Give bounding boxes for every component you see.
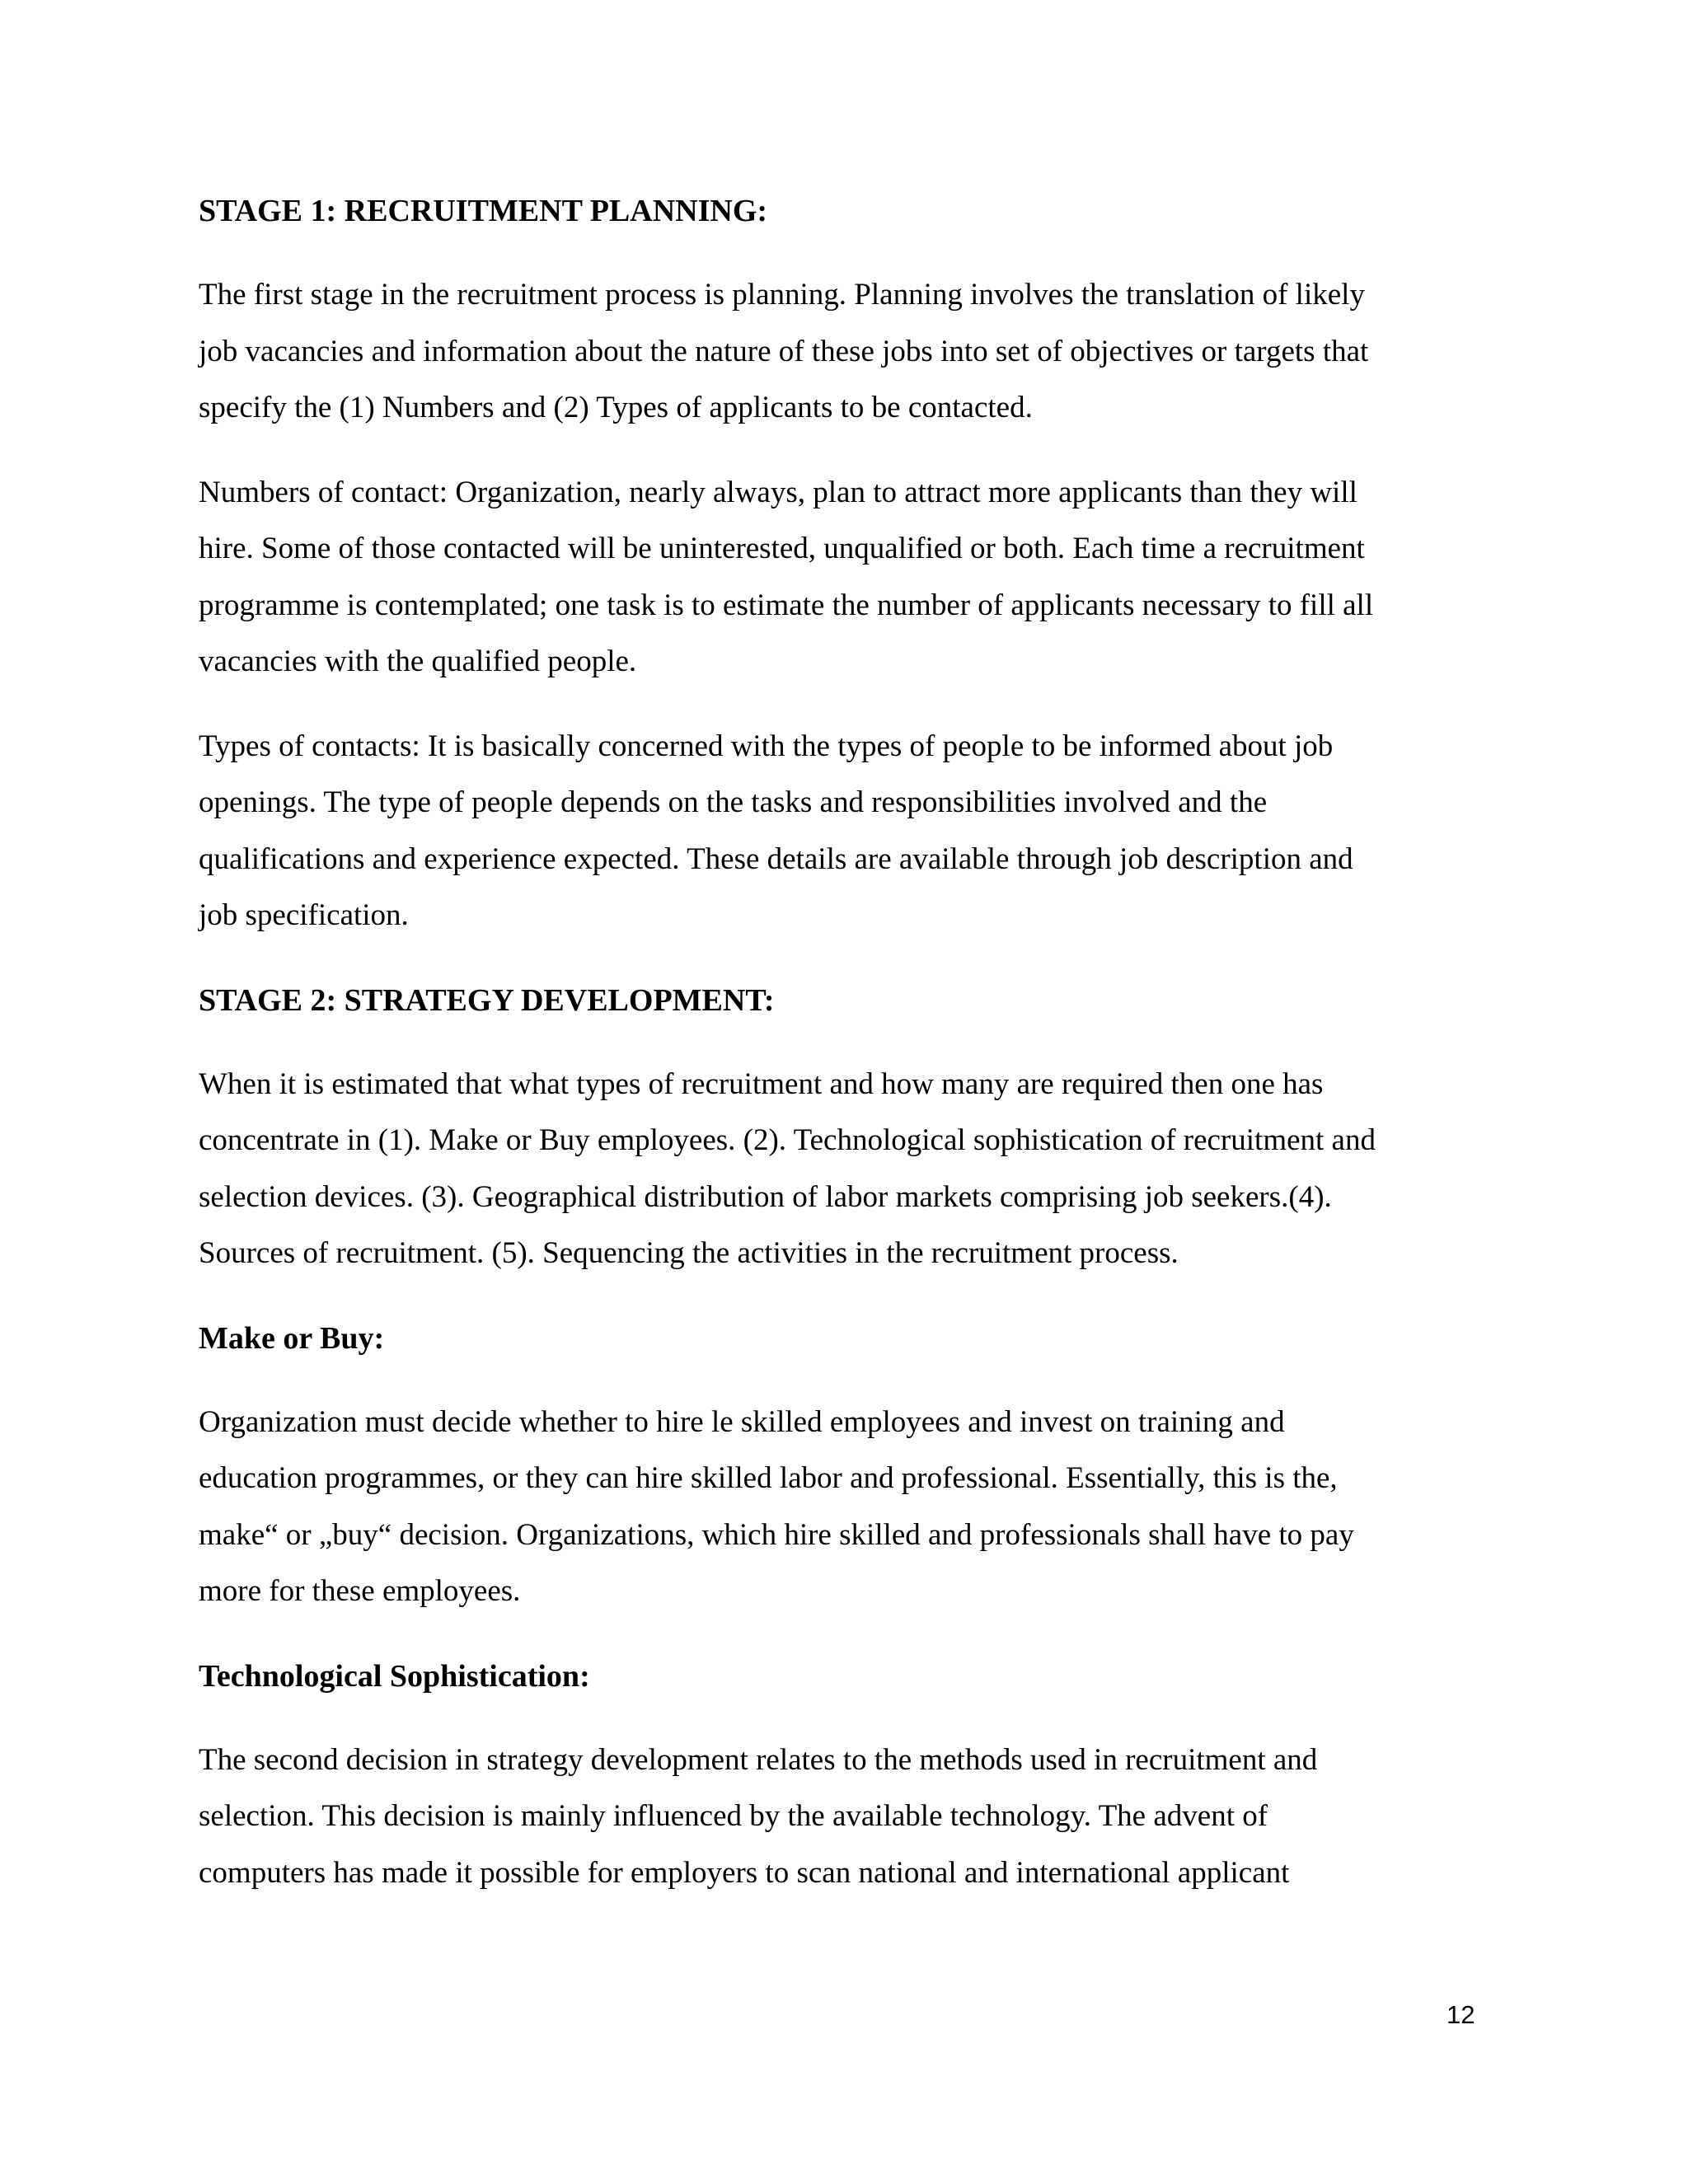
paragraph — [199, 719, 1484, 944]
text-line: computers has made it possible for employers to scan national and international applicant — [199, 1855, 1290, 1890]
text-line: job vacancies and information about the nature of these jobs into set of objectives or targets that — [199, 334, 1369, 368]
text-line: Sources of recruitment. (5). Sequencing the activities in the recruitment process. — [199, 1236, 1179, 1270]
text-line: Numbers of contact: Organization, nearly always, plan to attract more applicants than they will — [199, 475, 1357, 509]
section-heading-recruitment-planning: STAGE 1: RECRUITMENT PLANNING: — [199, 194, 768, 228]
text-line: The second decision in strategy development relates to the methods used in recruitment and — [199, 1742, 1318, 1777]
text-line: qualifications and experience expected. These details are available through job description and — [199, 841, 1353, 876]
text-line: openings. The type of people depends on the tasks and responsibilities involved and the — [199, 785, 1268, 819]
section-heading-strategy-development: STAGE 2: STRATEGY DEVELOPMENT: — [199, 982, 775, 1018]
text-line: job specification. — [199, 898, 409, 932]
text-line: Organization must decide whether to hire le skilled employees and invest on training and — [199, 1404, 1285, 1439]
text-line: education programmes, or they can hire skilled labor and professional. Essentially, this is the, — [199, 1461, 1338, 1495]
paragraph — [199, 465, 1484, 691]
text-line: concentrate in (1). Make or Buy employees. (2). Technological sophistication of recruitment and — [199, 1123, 1376, 1157]
text-line: hire. Some of those contacted will be uninterested, unqualified or both. Each time a recruitment — [199, 532, 1365, 565]
text-line: more for these employees. — [199, 1574, 521, 1608]
text-line: The first stage in the recruitment process is planning. Planning involves the translation of likely — [199, 278, 1365, 312]
paragraph — [199, 1394, 1484, 1620]
text-line: specify the (1) Numbers and (2) Types of applicants to be contacted. — [199, 391, 1033, 424]
page-number: 12 — [1447, 2000, 1475, 2029]
section-heading-technological-sophistication: Technological Sophistication: — [199, 1658, 590, 1694]
paragraph — [199, 1057, 1484, 1282]
text-line: When it is estimated that what types of recruitment and how many are required then one has — [199, 1066, 1324, 1101]
text-line: vacancies with the qualified people. — [199, 644, 637, 678]
page-content — [199, 183, 1484, 1929]
section-heading-make-or-buy: Make or Buy: — [199, 1320, 385, 1356]
text-line: selection devices. (3). Geographical distribution of labor markets comprising job seekers.(4). — [199, 1179, 1332, 1214]
paragraph — [199, 1732, 1484, 1902]
text-line: make“ or „buy“ decision. Organizations, which hire skilled and professionals shall have to pay — [199, 1517, 1354, 1552]
text-line: selection. This decision is mainly influenced by the available technology. The advent of — [199, 1799, 1268, 1833]
text-line: Types of contacts: It is basically concerned with the types of people to be informed about job — [199, 729, 1334, 763]
text-line: programme is contemplated; one task is to estimate the number of applicants necessary to fill all — [199, 588, 1374, 622]
paragraph — [199, 267, 1484, 437]
